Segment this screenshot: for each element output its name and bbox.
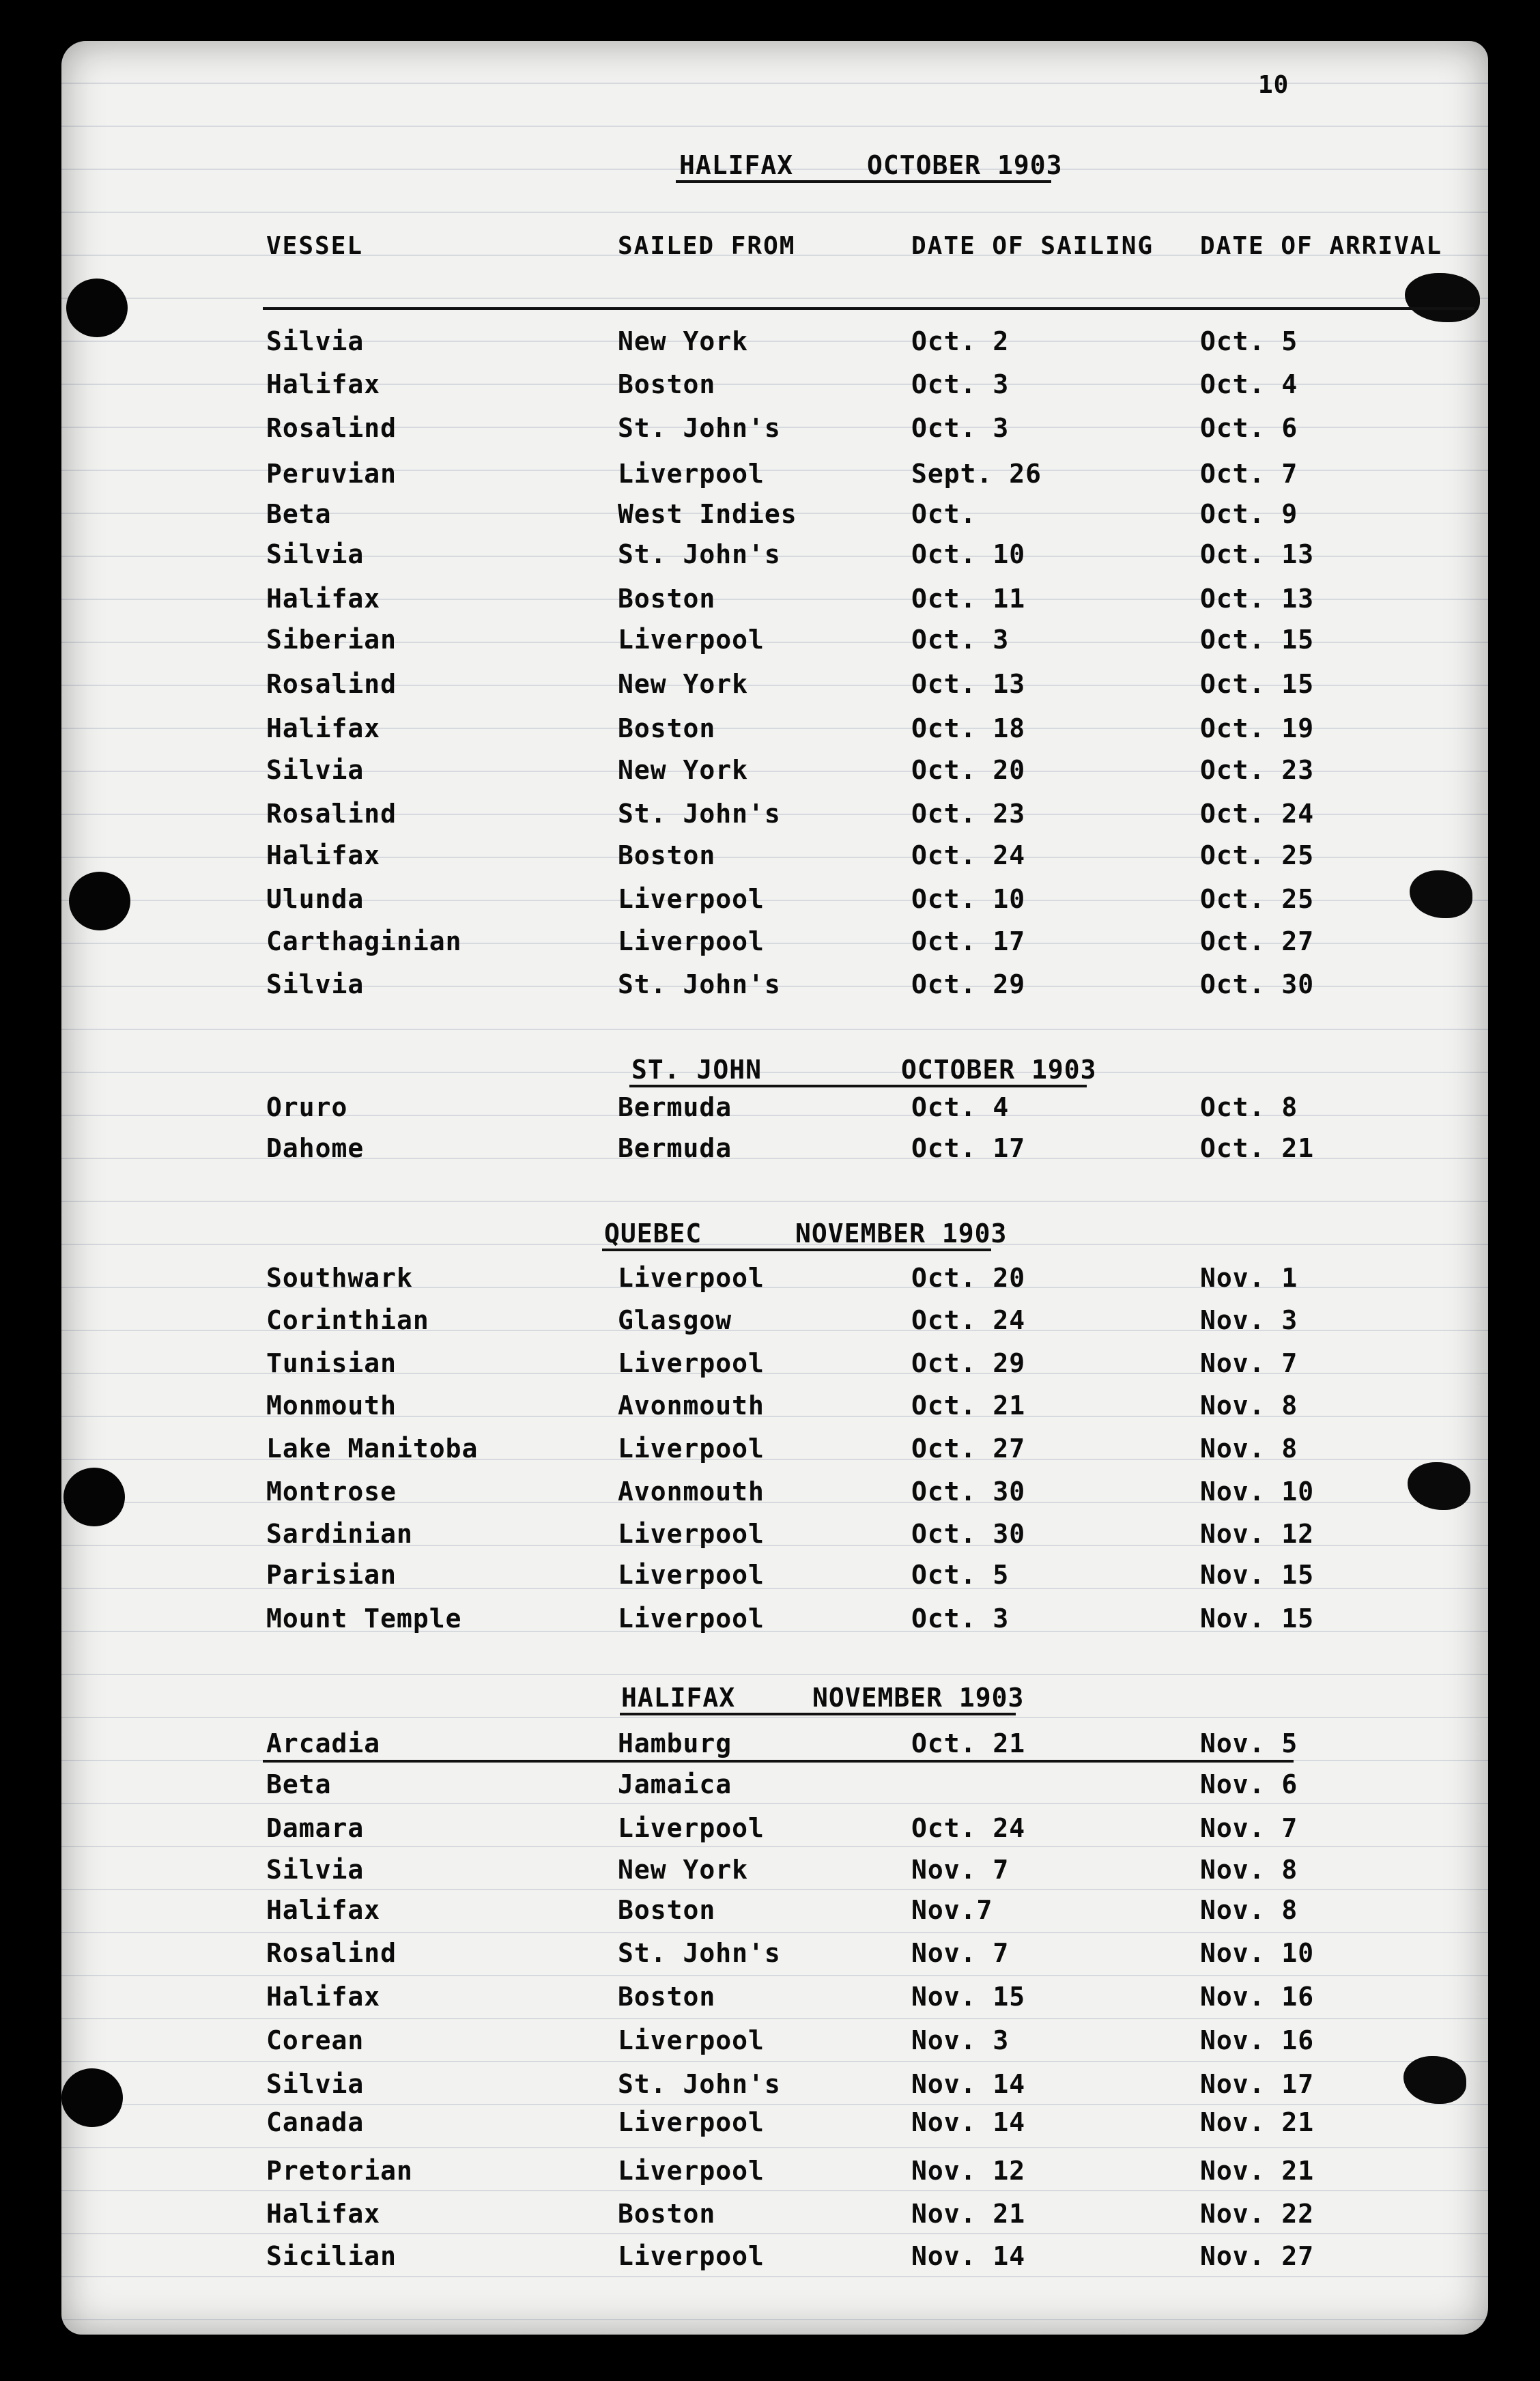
cell-date-of-arrival: Nov. 15: [1200, 1560, 1315, 1590]
column-header-vessel: VESSEL: [266, 232, 364, 260]
table-row: [0, 1813, 1540, 1847]
cell-vessel: Pretorian: [266, 2156, 413, 2186]
section-month: NOVEMBER 1903: [795, 1218, 1008, 1249]
cell-sailed-from: St. John's: [618, 413, 781, 443]
cell-date-of-sailing: Nov. 7: [911, 1938, 1010, 1968]
cell-date-of-sailing: Oct. 2: [911, 326, 1010, 356]
table-row: [0, 326, 1540, 360]
cell-sailed-from: St. John's: [618, 799, 781, 829]
cell-date-of-arrival: Oct. 13: [1200, 539, 1315, 569]
section-month: NOVEMBER 1903: [812, 1683, 1025, 1713]
cell-vessel: Rosalind: [266, 669, 397, 699]
cell-sailed-from: Boston: [618, 713, 716, 743]
cell-date-of-sailing: Oct. 13: [911, 669, 1026, 699]
cell-sailed-from: New York: [618, 1855, 749, 1885]
cell-vessel: Silvia: [266, 326, 365, 356]
cell-date-of-sailing: Oct. 20: [911, 755, 1026, 785]
cell-date-of-sailing: Oct. 4: [911, 1092, 1010, 1122]
cell-date-of-arrival: Oct. 15: [1200, 625, 1315, 655]
cell-vessel: Sardinian: [266, 1519, 413, 1549]
section-heading-underline: [629, 1085, 1087, 1087]
cell-date-of-arrival: Nov. 7: [1200, 1813, 1298, 1843]
table-row: [0, 840, 1540, 874]
cell-sailed-from: Boston: [618, 1895, 716, 1925]
table-row: [0, 625, 1540, 659]
cell-date-of-sailing: Oct. 5: [911, 1560, 1010, 1590]
cell-sailed-from: Bermuda: [618, 1092, 732, 1122]
table-row: [0, 1348, 1540, 1382]
cell-sailed-from: St. John's: [618, 2069, 781, 2099]
cell-vessel: Silvia: [266, 1855, 365, 1885]
section-heading-underline: [602, 1249, 991, 1251]
cell-date-of-arrival: Oct. 27: [1200, 926, 1315, 956]
cell-date-of-sailing: Nov. 12: [911, 2156, 1026, 2186]
section-port: QUEBEC: [604, 1218, 702, 1249]
cell-sailed-from: St. John's: [618, 969, 781, 999]
table-row: [0, 459, 1540, 493]
cell-sailed-from: Avonmouth: [618, 1391, 765, 1421]
cell-date-of-sailing: Nov. 3: [911, 2025, 1010, 2055]
cell-date-of-sailing: Oct. 30: [911, 1519, 1026, 1549]
table-row: [0, 2199, 1540, 2233]
cell-sailed-from: Liverpool: [618, 625, 765, 655]
cell-date-of-sailing: Oct. 23: [911, 799, 1026, 829]
section-port: HALIFAX: [621, 1683, 736, 1713]
cell-vessel: Silvia: [266, 539, 365, 569]
cell-date-of-sailing: Oct.: [911, 499, 977, 529]
cell-date-of-sailing: Sept. 26: [911, 459, 1042, 489]
cell-vessel: Oruro: [266, 1092, 348, 1122]
table-row: [0, 1263, 1540, 1297]
cell-vessel: Beta: [266, 499, 332, 529]
section-port: HALIFAX: [679, 150, 794, 180]
cell-date-of-sailing: Oct. 3: [911, 1603, 1010, 1634]
cell-sailed-from: New York: [618, 326, 749, 356]
cell-date-of-sailing: Oct. 24: [911, 840, 1026, 870]
cell-date-of-sailing: Oct. 29: [911, 1348, 1026, 1378]
cell-date-of-arrival: Oct. 5: [1200, 326, 1298, 356]
cell-vessel: Canada: [266, 2107, 365, 2137]
cell-date-of-sailing: Oct. 24: [911, 1305, 1026, 1335]
cell-vessel: Halifax: [266, 584, 381, 614]
cell-date-of-arrival: Nov. 10: [1200, 1938, 1315, 1968]
cell-date-of-arrival: Nov. 5: [1200, 1728, 1298, 1758]
cell-sailed-from: Avonmouth: [618, 1477, 765, 1507]
cell-vessel: Damara: [266, 1813, 365, 1843]
cell-date-of-arrival: Oct. 23: [1200, 755, 1315, 785]
cell-date-of-sailing: Oct. 11: [911, 584, 1026, 614]
table-row: [0, 1855, 1540, 1889]
cell-date-of-sailing: Oct. 10: [911, 539, 1026, 569]
cell-vessel: Silvia: [266, 969, 365, 999]
cell-date-of-arrival: Oct. 13: [1200, 584, 1315, 614]
cell-date-of-arrival: Oct. 7: [1200, 459, 1298, 489]
cell-vessel: Carthaginian: [266, 926, 462, 956]
header-rule: [263, 307, 1474, 310]
section-heading-underline: [676, 180, 1051, 183]
cell-vessel: Halifax: [266, 1895, 381, 1925]
cell-date-of-arrival: Oct. 8: [1200, 1092, 1298, 1122]
cell-vessel: Monmouth: [266, 1391, 397, 1421]
table-row: [0, 926, 1540, 960]
cell-sailed-from: Liverpool: [618, 1603, 765, 1634]
cell-date-of-sailing: Oct. 3: [911, 413, 1010, 443]
cell-date-of-arrival: Nov. 21: [1200, 2107, 1315, 2137]
cell-date-of-arrival: Oct. 21: [1200, 1133, 1315, 1163]
table-row: [0, 1305, 1540, 1339]
cell-date-of-arrival: Nov. 7: [1200, 1348, 1298, 1378]
cell-sailed-from: Liverpool: [618, 926, 765, 956]
cell-date-of-sailing: Nov. 21: [911, 2199, 1026, 2229]
table-row: [0, 1895, 1540, 1929]
cell-date-of-arrival: Nov. 6: [1200, 1769, 1298, 1799]
table-row: [0, 1769, 1540, 1803]
table-row: [0, 1391, 1540, 1425]
cell-sailed-from: Boston: [618, 1982, 716, 2012]
cell-vessel: Rosalind: [266, 1938, 397, 1968]
cell-vessel: Halifax: [266, 713, 381, 743]
cell-vessel: Peruvian: [266, 459, 397, 489]
table-row: [0, 713, 1540, 747]
cell-sailed-from: Liverpool: [618, 2107, 765, 2137]
cell-sailed-from: Jamaica: [618, 1769, 732, 1799]
cell-date-of-arrival: Oct. 25: [1200, 840, 1315, 870]
cell-date-of-arrival: Oct. 19: [1200, 713, 1315, 743]
cell-date-of-sailing: Oct. 21: [911, 1391, 1026, 1421]
table-row: [0, 799, 1540, 833]
column-header-sailed-from: SAILED FROM: [618, 232, 796, 260]
table-row: [0, 1133, 1540, 1167]
cell-vessel: Beta: [266, 1769, 332, 1799]
cell-vessel: Montrose: [266, 1477, 397, 1507]
cell-date-of-sailing: Oct. 17: [911, 926, 1026, 956]
cell-date-of-arrival: Nov. 8: [1200, 1391, 1298, 1421]
cell-vessel: Siberian: [266, 625, 397, 655]
cell-sailed-from: Liverpool: [618, 1560, 765, 1590]
cell-date-of-sailing: Oct. 27: [911, 1434, 1026, 1464]
cell-date-of-sailing: Oct. 20: [911, 1263, 1026, 1293]
cell-sailed-from: Bermuda: [618, 1133, 732, 1163]
cell-date-of-sailing: Oct. 17: [911, 1133, 1026, 1163]
cell-vessel: Halifax: [266, 1982, 381, 2012]
cell-date-of-sailing: Nov. 14: [911, 2069, 1026, 2099]
cell-vessel: Arcadia: [266, 1728, 381, 1758]
cell-date-of-arrival: Oct. 9: [1200, 499, 1298, 529]
table-row: [0, 2241, 1540, 2275]
table-row: [0, 969, 1540, 1003]
cell-vessel: Mount Temple: [266, 1603, 462, 1634]
cell-date-of-arrival: Oct. 6: [1200, 413, 1298, 443]
cell-vessel: Dahome: [266, 1133, 365, 1163]
cell-date-of-arrival: Oct. 30: [1200, 969, 1315, 999]
cell-vessel: Lake Manitoba: [266, 1434, 479, 1464]
table-row: [0, 1603, 1540, 1638]
table-row: [0, 1560, 1540, 1594]
cell-date-of-arrival: Nov. 1: [1200, 1263, 1298, 1293]
cell-date-of-arrival: Nov. 17: [1200, 2069, 1315, 2099]
cell-date-of-sailing: Oct. 18: [911, 713, 1026, 743]
cell-date-of-sailing: Oct. 21: [911, 1728, 1026, 1758]
table-row: [0, 413, 1540, 447]
cell-sailed-from: West Indies: [618, 499, 797, 529]
cell-sailed-from: New York: [618, 669, 749, 699]
row-underline: [263, 1760, 1294, 1763]
cell-date-of-sailing: Oct. 3: [911, 625, 1010, 655]
table-row: [0, 539, 1540, 573]
cell-vessel: Parisian: [266, 1560, 397, 1590]
column-header-date-of-sailing: DATE OF SAILING: [911, 232, 1154, 260]
table-row: [0, 1477, 1540, 1511]
cell-sailed-from: Liverpool: [618, 2156, 765, 2186]
cell-vessel: Silvia: [266, 2069, 365, 2099]
cell-sailed-from: Liverpool: [618, 2025, 765, 2055]
cell-sailed-from: New York: [618, 755, 749, 785]
cell-vessel: Rosalind: [266, 413, 397, 443]
cell-date-of-arrival: Nov. 15: [1200, 1603, 1315, 1634]
table-row: [0, 584, 1540, 618]
cell-date-of-sailing: Oct. 30: [911, 1477, 1026, 1507]
cell-vessel: Halifax: [266, 2199, 381, 2229]
cell-date-of-arrival: Oct. 25: [1200, 884, 1315, 914]
cell-vessel: Halifax: [266, 840, 381, 870]
page-number: 10: [1258, 71, 1289, 99]
cell-sailed-from: Liverpool: [618, 884, 765, 914]
cell-sailed-from: Boston: [618, 584, 716, 614]
cell-sailed-from: Boston: [618, 369, 716, 399]
cell-sailed-from: St. John's: [618, 539, 781, 569]
cell-date-of-arrival: Nov. 10: [1200, 1477, 1315, 1507]
cell-date-of-sailing: Nov.7: [911, 1895, 993, 1925]
table-row: [0, 369, 1540, 403]
table-row: [0, 1938, 1540, 1972]
table-row: [0, 884, 1540, 918]
cell-date-of-arrival: Nov. 16: [1200, 2025, 1315, 2055]
table-row: [0, 1092, 1540, 1126]
cell-vessel: Silvia: [266, 755, 365, 785]
cell-sailed-from: Liverpool: [618, 2241, 765, 2271]
cell-date-of-arrival: Nov. 12: [1200, 1519, 1315, 1549]
cell-date-of-arrival: Nov. 21: [1200, 2156, 1315, 2186]
cell-vessel: Sicilian: [266, 2241, 397, 2271]
cell-sailed-from: Liverpool: [618, 1434, 765, 1464]
section-month: OCTOBER 1903: [867, 150, 1063, 180]
table-row: [0, 1434, 1540, 1468]
table-row: [0, 1728, 1540, 1763]
cell-sailed-from: Glasgow: [618, 1305, 732, 1335]
cell-date-of-arrival: Oct. 15: [1200, 669, 1315, 699]
cell-date-of-sailing: Oct. 10: [911, 884, 1026, 914]
cell-date-of-sailing: Nov. 7: [911, 1855, 1010, 1885]
cell-sailed-from: St. John's: [618, 1938, 781, 1968]
table-row: [0, 2069, 1540, 2103]
cell-vessel: Southwark: [266, 1263, 413, 1293]
cell-vessel: Ulunda: [266, 884, 365, 914]
cell-date-of-arrival: Nov. 22: [1200, 2199, 1315, 2229]
cell-vessel: Corean: [266, 2025, 365, 2055]
cell-date-of-arrival: Oct. 4: [1200, 369, 1298, 399]
cell-sailed-from: Liverpool: [618, 459, 765, 489]
cell-date-of-arrival: Nov. 8: [1200, 1855, 1298, 1885]
cell-date-of-arrival: Nov. 8: [1200, 1434, 1298, 1464]
cell-date-of-sailing: Oct. 29: [911, 969, 1026, 999]
cell-date-of-sailing: Nov. 14: [911, 2107, 1026, 2137]
cell-vessel: Tunisian: [266, 1348, 397, 1378]
cell-date-of-arrival: Nov. 8: [1200, 1895, 1298, 1925]
cell-sailed-from: Hamburg: [618, 1728, 732, 1758]
cell-sailed-from: Liverpool: [618, 1813, 765, 1843]
table-row: [0, 1982, 1540, 2016]
table-row: [0, 2025, 1540, 2059]
table-row: [0, 669, 1540, 703]
cell-sailed-from: Boston: [618, 2199, 716, 2229]
table-row: [0, 2107, 1540, 2141]
cell-date-of-arrival: Oct. 24: [1200, 799, 1315, 829]
cell-date-of-arrival: Nov. 3: [1200, 1305, 1298, 1335]
cell-sailed-from: Liverpool: [618, 1263, 765, 1293]
section-month: OCTOBER 1903: [901, 1055, 1097, 1085]
section-port: ST. JOHN: [631, 1055, 762, 1085]
column-header-date-of-arrival: DATE OF ARRIVAL: [1200, 232, 1443, 260]
cell-date-of-arrival: Nov. 16: [1200, 1982, 1315, 2012]
cell-date-of-sailing: Oct. 3: [911, 369, 1010, 399]
section-heading-underline: [620, 1713, 1016, 1715]
table-row: [0, 499, 1540, 533]
cell-vessel: Halifax: [266, 369, 381, 399]
cell-date-of-sailing: Nov. 15: [911, 1982, 1026, 2012]
table-row: [0, 755, 1540, 789]
cell-sailed-from: Liverpool: [618, 1519, 765, 1549]
cell-vessel: Corinthian: [266, 1305, 429, 1335]
cell-date-of-sailing: Oct. 24: [911, 1813, 1026, 1843]
table-row: [0, 1519, 1540, 1553]
table-row: [0, 2156, 1540, 2190]
cell-sailed-from: Boston: [618, 840, 716, 870]
cell-date-of-arrival: Nov. 27: [1200, 2241, 1315, 2271]
cell-date-of-sailing: Nov. 14: [911, 2241, 1026, 2271]
cell-vessel: Rosalind: [266, 799, 397, 829]
cell-sailed-from: Liverpool: [618, 1348, 765, 1378]
